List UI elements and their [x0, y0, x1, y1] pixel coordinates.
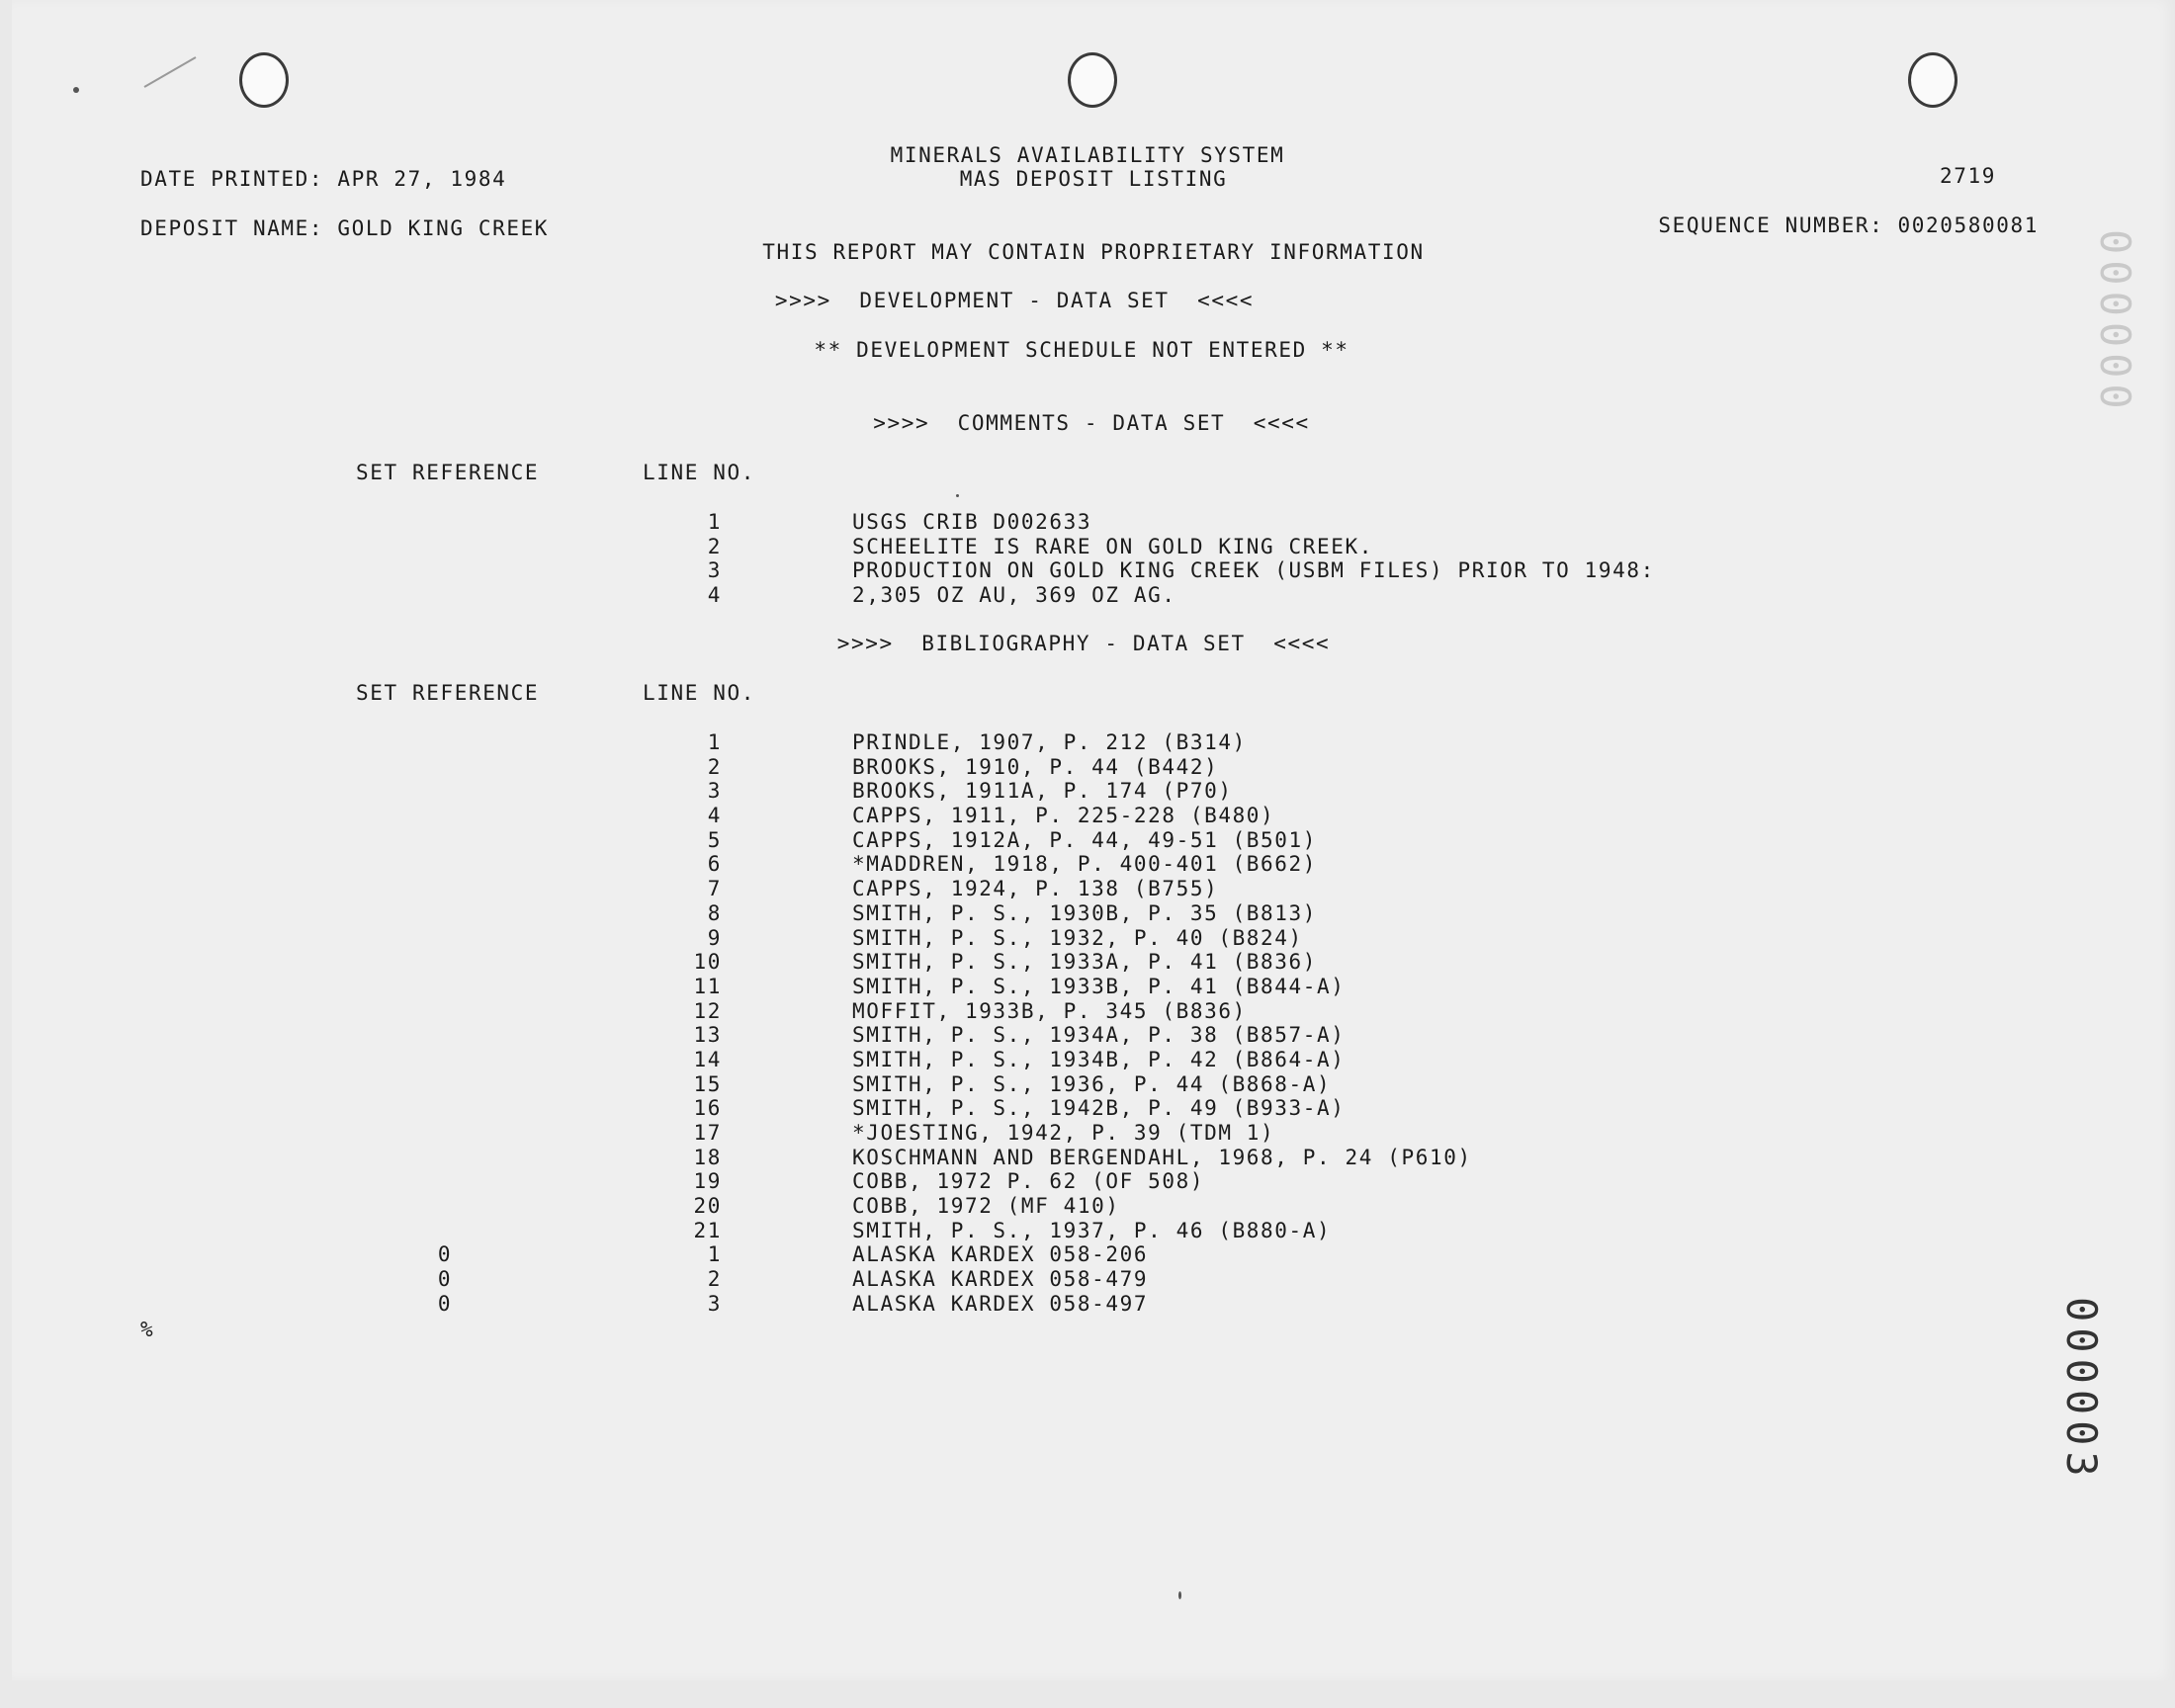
entry-text-cell: KOSCHMANN AND BERGENDAHL, 1968, P. 24 (P610): [852, 1145, 1472, 1169]
punch-hole-center: [1068, 52, 1117, 108]
table-row: [425, 1121, 1809, 1146]
table-row: [425, 583, 1809, 608]
table-row: [425, 510, 1809, 535]
date-printed: DATE PRINTED: APR 27, 1984: [140, 167, 507, 191]
line-number-cell: 3: [707, 558, 722, 583]
table-row: [425, 1242, 1809, 1267]
entry-text-cell: SMITH, P. S., 1932, P. 40 (B824): [852, 925, 1303, 950]
table-row: [425, 1169, 1809, 1194]
table-row: [425, 901, 1809, 926]
bibliography-col-line-no: LINE NO.: [643, 681, 755, 705]
bibliography-col-set-reference: SET REFERENCE: [356, 681, 540, 705]
line-number-cell: 16: [693, 1096, 722, 1121]
entry-text-cell: COBB, 1972 P. 62 (OF 508): [852, 1169, 1205, 1194]
line-number-cell: 7: [707, 877, 722, 901]
line-number-cell: 1: [707, 730, 722, 754]
entry-text-cell: SMITH, P. S., 1933A, P. 41 (B836): [852, 950, 1318, 975]
line-number-cell: 8: [707, 900, 722, 925]
table-row: [425, 779, 1809, 804]
entry-text-cell: CAPPS, 1924, P. 138 (B755): [852, 877, 1219, 901]
entry-text-cell: USGS CRIB D002633: [852, 510, 1092, 534]
entry-text-cell: SMITH, P. S., 1934B, P. 42 (B864-A): [852, 1047, 1346, 1071]
table-row: [425, 558, 1809, 583]
table-row: [425, 926, 1809, 951]
line-number-cell: 5: [707, 827, 722, 852]
entry-text-cell: BROOKS, 1911A, P. 174 (P70): [852, 779, 1233, 804]
entry-text-cell: COBB, 1972 (MF 410): [852, 1194, 1120, 1219]
entry-text-cell: ALASKA KARDEX 058-479: [852, 1267, 1149, 1292]
entry-text-cell: ALASKA KARDEX 058-206: [852, 1242, 1149, 1267]
entry-text-cell: SMITH, P. S., 1930B, P. 35 (B813): [852, 900, 1318, 925]
entry-text-cell: SCHEELITE IS RARE ON GOLD KING CREEK.: [852, 534, 1373, 558]
entry-text-cell: ALASKA KARDEX 058-497: [852, 1291, 1149, 1316]
development-note: ** DEVELOPMENT SCHEDULE NOT ENTERED **: [814, 338, 1349, 362]
comments-col-set-reference: SET REFERENCE: [356, 461, 540, 484]
entry-text-cell: 2,305 OZ AU, 369 OZ AG.: [852, 583, 1176, 608]
line-number-cell: 13: [693, 1023, 722, 1048]
table-row: [425, 999, 1809, 1024]
line-number-cell: 20: [693, 1194, 722, 1219]
table-row: [425, 804, 1809, 828]
entry-text-cell: BROOKS, 1910, P. 44 (B442): [852, 754, 1219, 779]
comments-heading: >>>> COMMENTS - DATA SET <<<<: [873, 411, 1310, 435]
entry-text-cell: CAPPS, 1911, P. 225-228 (B480): [852, 804, 1275, 828]
line-number-cell: 18: [693, 1145, 722, 1169]
table-row: [425, 877, 1809, 901]
table-row: [425, 1096, 1809, 1121]
table-row: [425, 828, 1809, 853]
paper-speck: [1178, 1591, 1181, 1599]
table-row: [425, 535, 1809, 559]
entry-text-cell: SMITH, P. S., 1933B, P. 41 (B844-A): [852, 974, 1346, 998]
table-row: [425, 1267, 1809, 1292]
punch-hole-left: [239, 52, 289, 108]
sequence-number: SEQUENCE NUMBER: 0020580081: [1658, 214, 2039, 237]
paper-speck: [73, 87, 79, 93]
bibliography-table: [425, 730, 1809, 1317]
punch-hole-right: [1908, 52, 1958, 108]
line-number-cell: 19: [693, 1169, 722, 1194]
entry-text-cell: PRODUCTION ON GOLD KING CREEK (USBM FILES) PRIOR TO 1948:: [852, 558, 1655, 583]
line-number-cell: 2: [707, 534, 722, 558]
line-number-cell: 21: [693, 1218, 722, 1242]
paper-speck: [956, 494, 959, 497]
listing-title: MAS DEPOSIT LISTING: [959, 167, 1228, 191]
table-row: [425, 1146, 1809, 1170]
table-row: [425, 1072, 1809, 1097]
line-number-cell: 2: [707, 754, 722, 779]
line-number-cell: 14: [693, 1047, 722, 1071]
line-number-cell: 2: [707, 1267, 722, 1292]
set-reference-cell: 0: [437, 1242, 453, 1267]
comments-col-line-no: LINE NO.: [643, 461, 755, 484]
line-number-cell: 6: [707, 852, 722, 877]
line-number-cell: 3: [707, 1291, 722, 1316]
line-number-cell: 15: [693, 1071, 722, 1096]
table-row: [425, 950, 1809, 975]
line-number-cell: 12: [693, 998, 722, 1023]
paper-scuff: [144, 56, 197, 88]
entry-text-cell: SMITH, P. S., 1934A, P. 38 (B857-A): [852, 1023, 1346, 1048]
line-number-cell: 11: [693, 974, 722, 998]
table-row: [425, 730, 1809, 755]
entry-text-cell: *JOESTING, 1942, P. 39 (TDM 1): [852, 1121, 1275, 1145]
line-number-cell: 4: [707, 804, 722, 828]
line-number-cell: 1: [707, 1242, 722, 1267]
set-reference-cell: 0: [437, 1267, 453, 1292]
table-row: [425, 1023, 1809, 1048]
faint-frame-stamp: 000000: [2091, 229, 2139, 415]
entry-text-cell: *MADDREN, 1918, P. 400-401 (B662): [852, 852, 1318, 877]
development-heading: >>>> DEVELOPMENT - DATA SET <<<<: [774, 289, 1255, 312]
comments-table: [425, 510, 1809, 608]
table-row: [425, 852, 1809, 877]
entry-text-cell: PRINDLE, 1907, P. 212 (B314): [852, 730, 1247, 754]
entry-text-cell: SMITH, P. S., 1937, P. 46 (B880-A): [852, 1218, 1332, 1242]
line-number-cell: 1: [707, 510, 722, 534]
entry-text-cell: SMITH, P. S., 1942B, P. 49 (B933-A): [852, 1096, 1346, 1121]
proprietary-notice: THIS REPORT MAY CONTAIN PROPRIETARY INFORMATION: [762, 240, 1425, 264]
frame-number-stamp: 000003: [2057, 1297, 2106, 1483]
deposit-name: DEPOSIT NAME: GOLD KING CREEK: [140, 216, 550, 240]
entry-text-cell: MOFFIT, 1933B, P. 345 (B836): [852, 998, 1247, 1023]
bibliography-heading: >>>> BIBLIOGRAPHY - DATA SET <<<<: [836, 632, 1331, 655]
line-number-cell: 10: [693, 950, 722, 975]
entry-text-cell: CAPPS, 1912A, P. 44, 49-51 (B501): [852, 827, 1318, 852]
table-row: [425, 1219, 1809, 1243]
entry-text-cell: SMITH, P. S., 1936, P. 44 (B868-A): [852, 1071, 1332, 1096]
table-row: [425, 975, 1809, 999]
footer-percent-mark: %: [140, 1318, 155, 1341]
line-number-cell: 3: [707, 779, 722, 804]
line-number-cell: 4: [707, 583, 722, 608]
set-reference-cell: 0: [437, 1291, 453, 1316]
page-number: 2719: [1940, 164, 1996, 188]
table-row: [425, 1048, 1809, 1072]
line-number-cell: 9: [707, 925, 722, 950]
table-row: [425, 1292, 1809, 1317]
table-row: [425, 1194, 1809, 1219]
line-number-cell: 17: [693, 1121, 722, 1145]
document-page: [12, 0, 2175, 1680]
table-row: [425, 755, 1809, 780]
system-title: MINERALS AVAILABILITY SYSTEM: [890, 143, 1285, 167]
